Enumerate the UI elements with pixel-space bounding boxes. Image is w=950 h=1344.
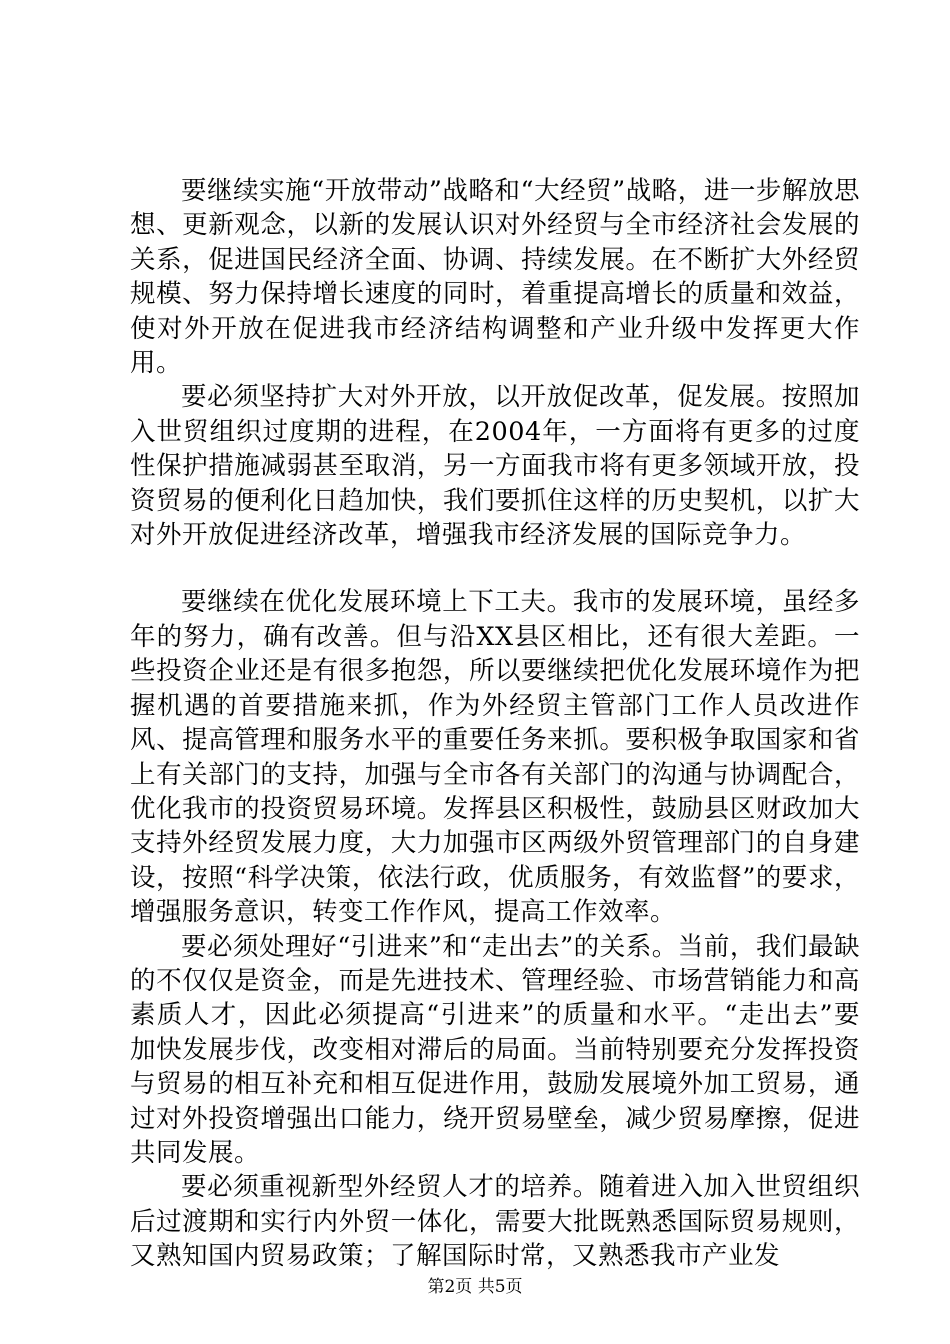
paragraph-environment: 要继续在优化发展环境上下工夫。我市的发展环境，虽经多年的努力，确有改善。但与沿XX县区相比，还有很大差距。一些投资企业还是有很多抱怨，所以要继续把优化发展环境作为把握机遇的首要措施来抓，作为外经贸主管部门工作人员改进作风、提高管理和服务水平的重要任务来抓。要积极争取国家和省上有关部门的支持，加强与全市各有关部门的沟通与协调配合，优化我市的投资贸易环境。发挥县区积极性，鼓励县区财政加大支持外经贸发展力度，大力加强市区两级外贸管理部门的自身建设，按照“科学决策，依法行政，优质服务，有效监督”的要求，增强服务意识，转变工作作风，提高工作效率。	[130, 587, 860, 928]
paragraph-open-strategy: 要继续实施“开放带动”战略和“大经贸”战略，进一步解放思想、更新观念，以新的发展认识对外经贸与全市经济社会发展的关系，促进国民经济全面、协调、持续发展。在不断扩大外经贸规模、努力保持增长速度的同时，着重提高增长的质量和效益，使对外开放在促进我市经济结构调整和产业升级中发挥更大作用。	[130, 176, 860, 379]
document-body	[130, 174, 860, 1274]
paragraph-spacer	[130, 552, 860, 585]
page-number-footer: 第2页 共5页	[427, 1277, 523, 1297]
paragraph-expand-opening: 要必须坚持扩大对外开放，以开放促改革，促发展。按照加入世贸组织过度期的进程，在2004年，一方面将有更多的过度性保护措施减弱甚至取消，另一方面我市将有更多领域开放，投资贸易的便利化日趋加快，我们要抓住这样的历史契机，以扩大对外开放促进经济改革，增强我市经济发展的国际竞争力。	[130, 382, 860, 551]
paragraph-bring-in-go-out: 要必须处理好“引进来”和“走出去”的关系。当前，我们最缺的不仅仅是资金，而是先进技术、管理经验、市场营销能力和高素质人才，因此必须提高“引进来”的质量和水平。“走出去”要加快发展步伐，改变相对滞后的局面。当前特别要充分发挥投资与贸易的相互补充和相互促进作用，鼓励发展境外加工贸易，通过对外投资增强出口能力，绕开贸易壁垒，减少贸易摩擦，促进共同发展。	[130, 931, 860, 1168]
paragraph-talent-training: 要必须重视新型外经贸人才的培养。随着进入加入世贸组织后过渡期和实行内外贸一体化，需要大批既熟悉国际贸易规则，又熟知国内贸易政策；了解国际时常，又熟悉我市产业发	[130, 1172, 860, 1272]
